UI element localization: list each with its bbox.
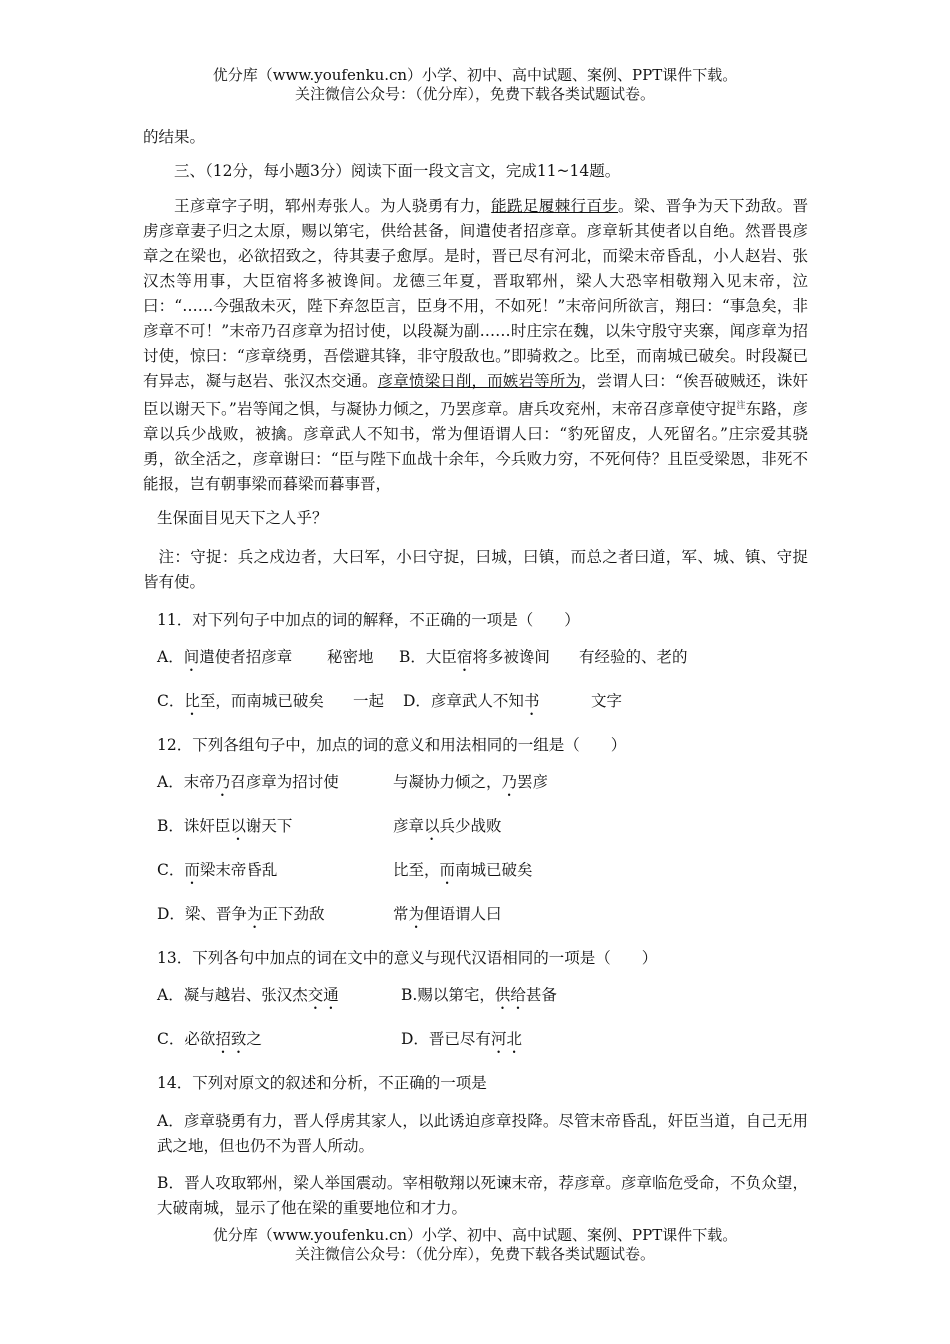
passage-text: 王彦章字子明，郓州寿张人。为人骁勇有力， [174, 197, 492, 215]
question-14-stem: 14．下列对原文的叙述和分析，不正确的一项是 [157, 1074, 487, 1093]
footer-line-2: 关注微信公众号：（优分库），免费下载各类试题试卷。 [294, 1245, 655, 1263]
question-13-row-cd: C．必欲招致之 D．晋已尽有河北 [157, 1030, 522, 1049]
question-12-option-b: B．诛奸臣以谢天下 彦章以兵少战败 [157, 817, 502, 836]
header-line-1: 优分库（www.youfenku.cn）小学、初中、高中试题、案例、PPT课件下载。 [212, 66, 738, 84]
question-14-option-a: A．彦章骁勇有力，晋人俘虏其家人，以此诱迫彦章投降。尽管末帝昏乱，奸臣当道，自己无用武之地，但也仍不为晋人所动。 [157, 1112, 808, 1156]
option-b: B．大臣宿将多被谗间 [399, 648, 550, 667]
question-12-option-d: D．梁、晋争为正下劲敌 常为俚语谓人曰 [157, 905, 502, 924]
question-12-stem: 12．下列各组句子中，加点的词的意义和用法相同的一组是（ ） [157, 736, 627, 755]
classical-passage [143, 194, 808, 497]
question-11-stem: 11．对下列句子中加点的词的解释，不正确的一项是（ ） [157, 611, 580, 630]
question-11-row-ab [143, 646, 808, 675]
passage-tail: 生保面目见天下之人乎？ [157, 509, 328, 528]
footer-line-1: 优分库（www.youfenku.cn）小学、初中、高中试题、案例、PPT课件下载。 [212, 1226, 738, 1244]
section-title: 三、（12分，每小题3分）阅读下面一段文言文，完成11~14题。 [174, 162, 621, 180]
page-footer [0, 1226, 950, 1264]
passage-text: 东路，彦章以兵少战败，被擒。彦章武人不知书，常为俚语谓人曰：“豹死留皮，人死留名。”庄宗爱其骁勇，欲全活之，彦章谢曰：“臣与陛下血战十余年，今兵败力穷，不死何侍？且臣受梁恩，非死不能报，岂有朝事梁而暮梁而暮事晋， [143, 400, 808, 494]
previous-tail: 的结果。 [143, 128, 206, 146]
passage-text: 。梁、晋争为天下劲敌。晋虏彦章妻子归之太原，赐以第宅，供给甚备，间遣使者招彦章。彦章斩其使者以自绝。然晋畏彦章之在梁也，必欲招致之，待其妻子愈厚。是时，晋已尽有河北，而梁末帝昏乱，小人赵岩、张汉杰等用事，大臣宿将多被谗间。龙德三年夏，晋取郓州，梁人大恐宰相敬翔入见末帝，泣曰：“……今强敌未灭，陛下弃忽臣言，臣身不用，不如死！”末帝问所欲言，翔曰：“事急矣，非彦章不可！”末帝乃召彦章为招讨使，以段凝为副……时庄宗在魏，以朱守殷守夹寨，闻彦章为招讨使，惊曰：“彦章绕勇，吾偿避其锋，非守殷敌也。”即骑救之。比至，而南城已破矣。时段凝已有异志，凝与赵岩、张汉杰交通。 [143, 197, 808, 390]
question-13-row-ab: A．凝与越岩、张汉杰交通 B.赐以第宅，供给甚备 [157, 986, 557, 1005]
footnote: 注：守捉：兵之戍边者，大曰军，小曰守捉，曰城，曰镇，而总之者曰道，军、城、镇、守捉皆有使。 [143, 548, 808, 592]
passage-text: ，尝谓人曰：“俟吾破贼还，诛奸臣以谢天下。”岩等闻之惧，与凝协力倾之，乃罢彦章。唐兵攻兖州，末帝召彦章使守捉 [143, 372, 808, 419]
option-a: A．间遣使者招彦章 [157, 648, 293, 667]
option-c-meaning: 一起 [353, 692, 385, 711]
option-b-meaning: 有经验的、老的 [579, 648, 688, 667]
option-d-meaning: 文字 [591, 692, 623, 711]
option-d: D．彦章武人不知书 [403, 692, 540, 711]
question-11-row-cd [143, 690, 808, 719]
page-content [143, 126, 808, 1233]
question-12-option-c: C．而梁末帝昏乱 比至，而南城已破矣 [157, 861, 533, 880]
question-13-stem: 13．下列各句中加点的词在文中的意义与现代汉语相同的一项是（ ） [157, 949, 658, 968]
underlined-sentence-2: 彦章愤梁日削，而嫉岩等所为 [377, 372, 582, 390]
note-marker: 注 [736, 401, 746, 411]
header-line-2: 关注微信公众号：（优分库），免费下载各类试题试卷。 [294, 85, 655, 103]
option-c: C．比至，而南城已破矣 [157, 692, 324, 711]
question-14-option-b: B．晋人攻取郓州，梁人举国震动。宰相敬翔以死谏末帝，荐彦章。彦章临危受命，不负众望，大破南城，显示了他在梁的重要地位和才力。 [157, 1174, 808, 1218]
option-a-meaning: 秘密地 [327, 648, 374, 667]
page-header [0, 66, 950, 104]
question-12-option-a: A．末帝乃召彦章为招讨使 与凝协力倾之，乃罢彦 [157, 773, 549, 792]
underlined-sentence-1: 能跣足履棘行百步 [491, 197, 619, 215]
